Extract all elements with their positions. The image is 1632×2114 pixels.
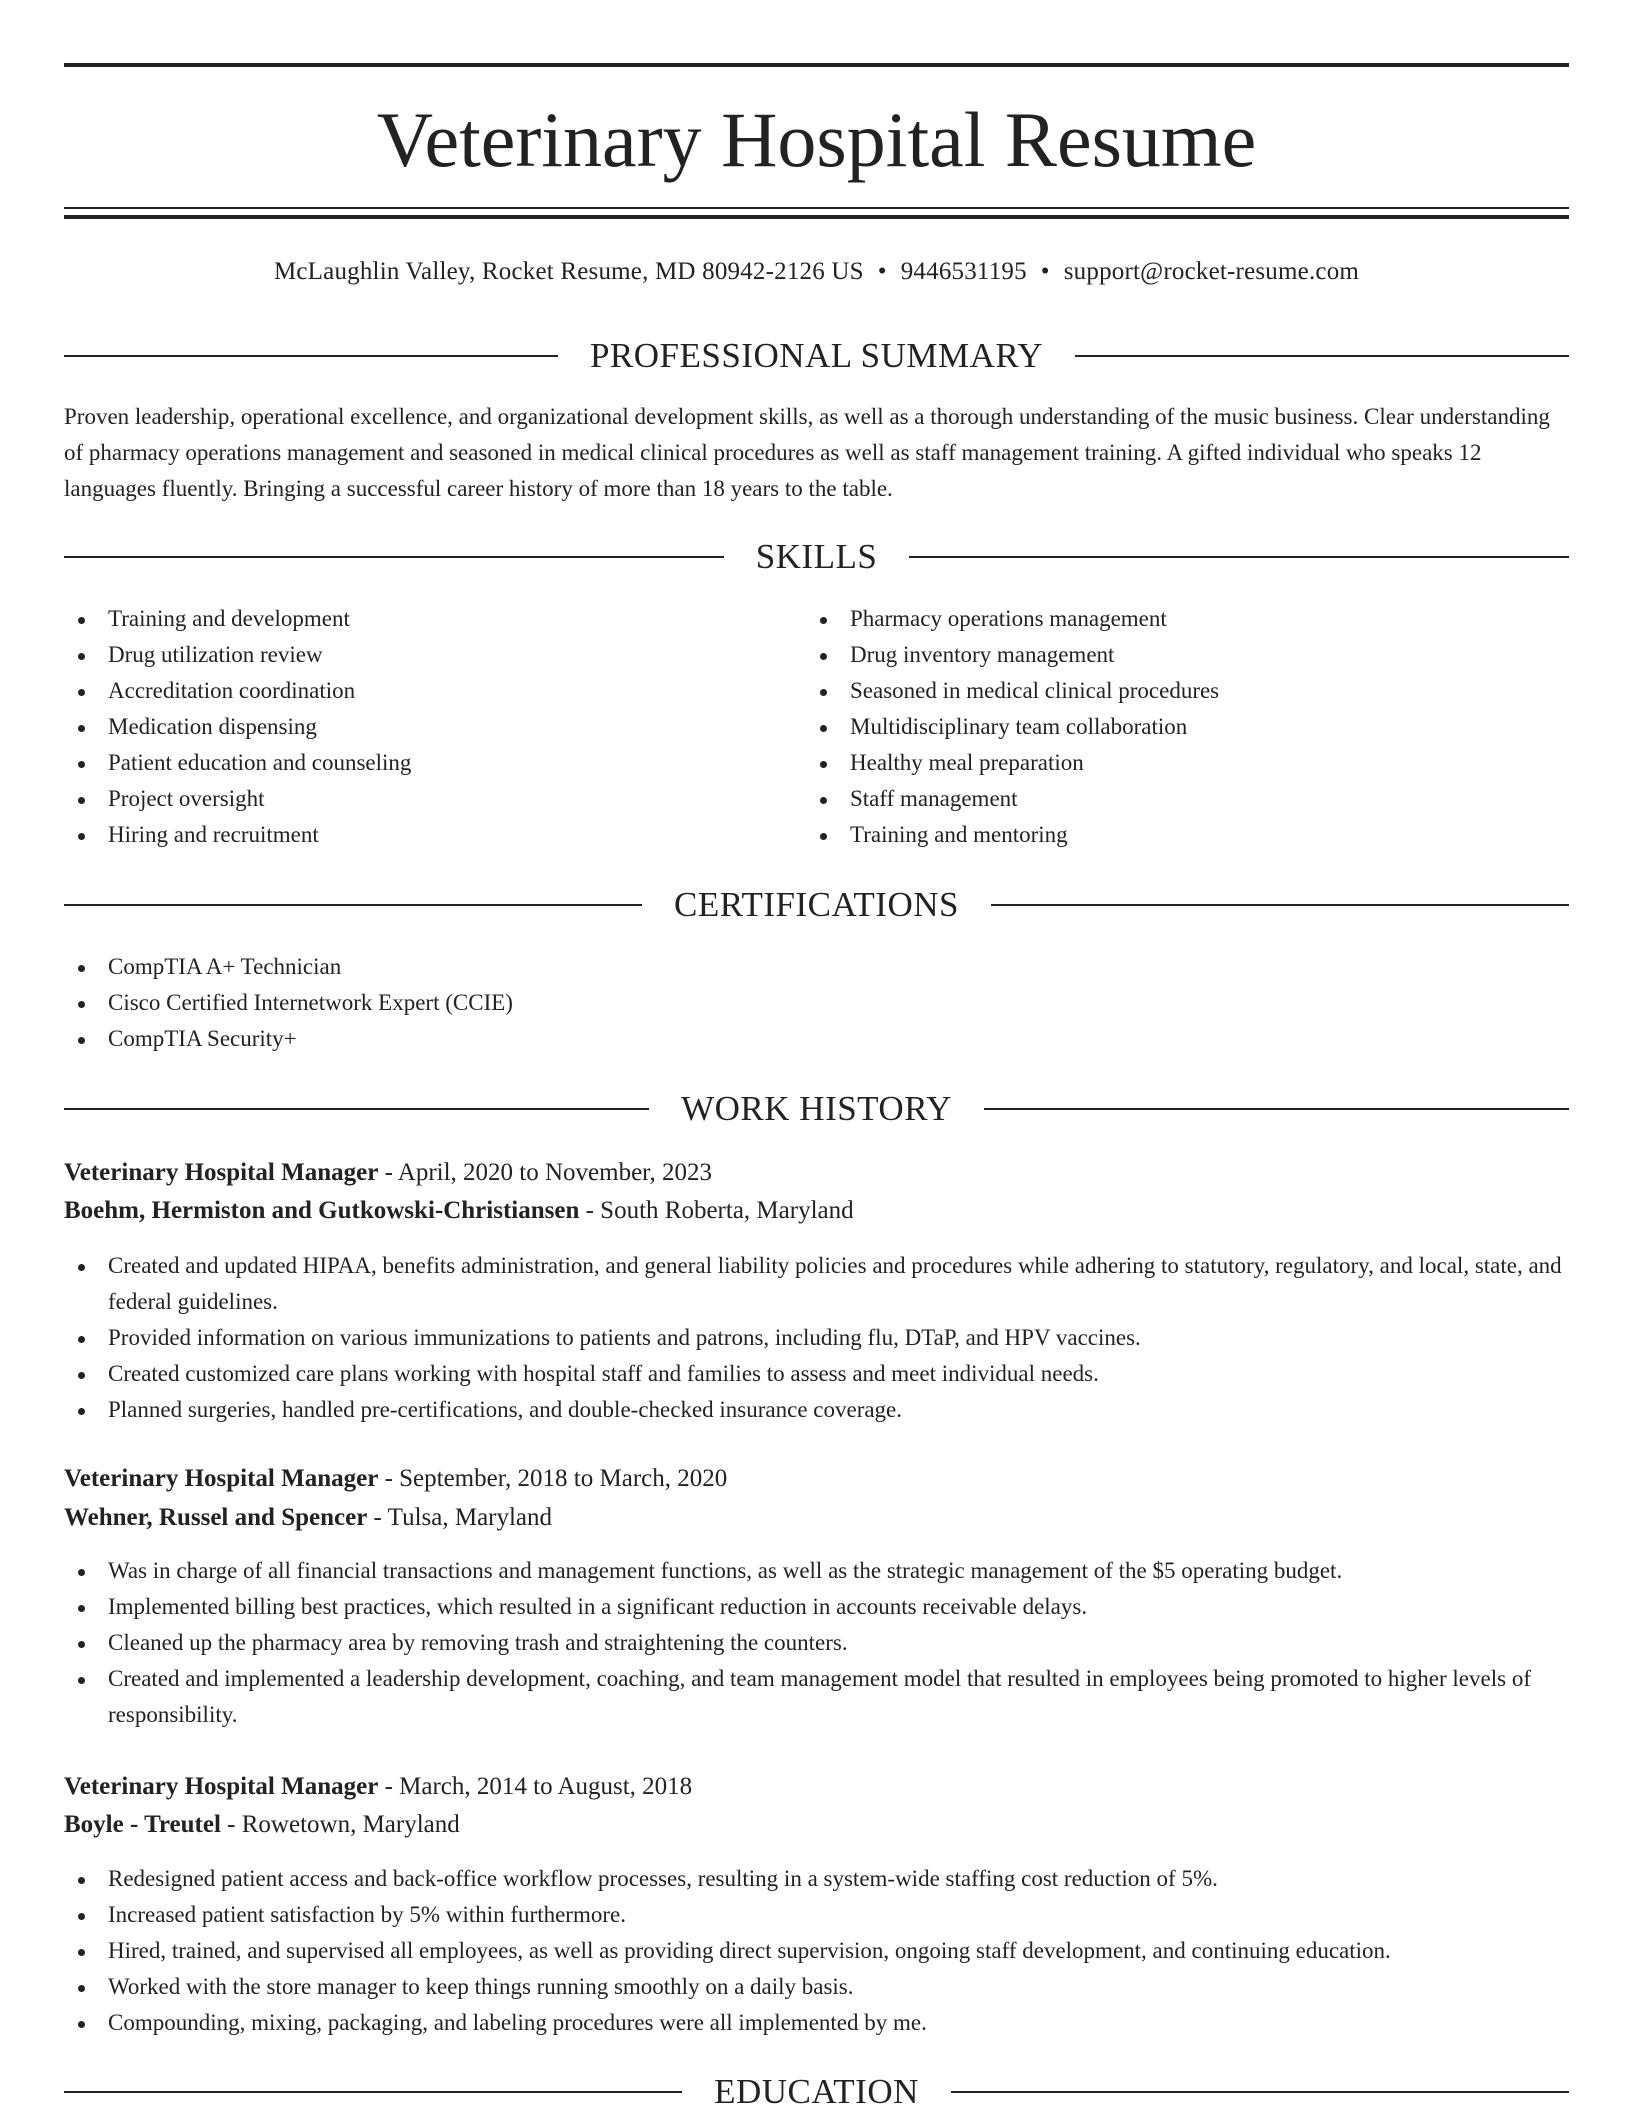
- section-heading-skills: [64, 535, 1569, 579]
- skill-text: Multidisciplinary team collaboration: [850, 714, 1188, 739]
- top-rule: [64, 63, 1569, 67]
- job-bullet: [64, 1661, 1569, 1733]
- section-title: EDUCATION: [714, 2072, 919, 2111]
- job-bullet-text: Created and implemented a leadership development, coaching, and team management model that resulted in employees being promoted to higher levels of responsibility.: [108, 1666, 1531, 1727]
- bullet-icon: [78, 1641, 85, 1648]
- bullet-icon: [78, 1677, 85, 1684]
- skill-text: Training and development: [108, 606, 350, 631]
- job-bullet-text: Redesigned patient access and back-office workflow processes, resulting in a system-wide staffing cost reduction of 5%.: [108, 1866, 1218, 1891]
- heading-rule: [64, 904, 642, 906]
- skill-item: [806, 709, 1566, 745]
- bullet-icon: [820, 725, 827, 732]
- bullet-icon: [78, 725, 85, 732]
- certification-text: Cisco Certified Internetwork Expert (CCIE): [108, 990, 513, 1015]
- skill-text: Pharmacy operations management: [850, 606, 1167, 631]
- job-location: - Tulsa, Maryland: [367, 1504, 553, 1531]
- certification-text: CompTIA A+ Technician: [108, 954, 342, 979]
- job-company-line: [64, 1806, 1569, 1844]
- section-title: CERTIFICATIONS: [674, 885, 959, 924]
- job-bullet: [64, 1625, 1569, 1661]
- skill-item: [64, 601, 764, 637]
- certification-item: [64, 949, 1569, 985]
- heading-rule: [64, 1108, 649, 1110]
- heading-rule: [984, 1108, 1569, 1110]
- section-title: PROFESSIONAL SUMMARY: [589, 336, 1044, 375]
- job-location: - South Roberta, Maryland: [579, 1197, 854, 1224]
- job-bullet-text: Planned surgeries, handled pre-certifications, and double-checked insurance coverage.: [108, 1397, 903, 1422]
- job-title-line: [64, 1768, 1569, 1806]
- job-title: Veterinary Hospital Manager: [64, 1159, 379, 1186]
- bullet-icon: [78, 761, 85, 768]
- job-bullets: [64, 1861, 1569, 2041]
- skill-text: Patient education and counseling: [108, 750, 412, 775]
- section-heading-summary: [64, 334, 1569, 378]
- contact-separator: •: [877, 258, 887, 285]
- certifications-list: [64, 949, 1569, 1057]
- bullet-icon: [78, 2021, 85, 2028]
- contact-email: support@rocket-resume.com: [1063, 258, 1360, 285]
- resume-title: Veterinary Hospital Resume: [376, 96, 1257, 183]
- heading-rule: [1075, 355, 1569, 357]
- bullet-icon: [78, 1605, 85, 1612]
- skill-item: [64, 673, 764, 709]
- bullet-icon: [78, 1264, 85, 1271]
- skill-item: [806, 673, 1566, 709]
- bullet-icon: [78, 1985, 85, 1992]
- job-location: - Rowetown, Maryland: [220, 1811, 460, 1838]
- bullet-icon: [78, 1336, 85, 1343]
- bullet-icon: [78, 833, 85, 840]
- job-company: Boyle - Treutel: [64, 1811, 221, 1838]
- bullet-icon: [820, 653, 827, 660]
- section-heading-certifications: [64, 883, 1569, 927]
- job-bullet-text: Compounding, mixing, packaging, and labeling procedures were all implemented by me.: [108, 2010, 927, 2035]
- job-title-line: [64, 1154, 1569, 1192]
- job-bullet-text: Was in charge of all financial transactions and management functions, as well as the strategic management of the $5 operating budget.: [108, 1558, 1343, 1583]
- bullet-icon: [820, 617, 827, 624]
- heading-rule: [64, 2091, 682, 2093]
- bullet-icon: [78, 1569, 85, 1576]
- job-bullet: [64, 1553, 1569, 1589]
- heading-rule: [64, 355, 558, 357]
- job-bullet: [64, 1589, 1569, 1625]
- contact-separator: •: [1040, 258, 1050, 285]
- contact-phone: 9446531195: [900, 258, 1027, 285]
- bullet-icon: [820, 797, 827, 804]
- section-heading-work-history: [64, 1087, 1569, 1131]
- section-title: WORK HISTORY: [681, 1089, 952, 1128]
- job-bullet: [64, 1248, 1569, 1320]
- bullet-icon: [78, 1001, 85, 1008]
- job-dates: - September, 2018 to March, 2020: [378, 1465, 728, 1492]
- job-bullets: [64, 1553, 1569, 1733]
- bullet-icon: [78, 689, 85, 696]
- certification-text: CompTIA Security+: [108, 1026, 297, 1051]
- heading-rule: [991, 904, 1569, 906]
- job-bullet-text: Worked with the store manager to keep things running smoothly on a daily basis.: [108, 1974, 854, 1999]
- skill-text: Drug inventory management: [850, 642, 1115, 667]
- skill-text: Drug utilization review: [108, 642, 323, 667]
- job-bullet: [64, 1897, 1569, 1933]
- bullet-icon: [820, 689, 827, 696]
- job-bullet-text: Created and updated HIPAA, benefits administration, and general liability policies and procedures while adhering to statutory, regulatory, and local, state, and federal guidelines.: [108, 1253, 1562, 1314]
- title-rule-thick: [64, 215, 1569, 219]
- job-bullet-text: Hired, trained, and supervised all employees, as well as providing direct supervision, ongoing staff development, and continuing education.: [108, 1938, 1391, 1963]
- job-bullet-text: Increased patient satisfaction by 5% within furthermore.: [108, 1902, 626, 1927]
- section-heading-education: [64, 2070, 1569, 2114]
- skill-item: [64, 817, 764, 853]
- heading-rule: [951, 2091, 1569, 2093]
- job-bullet-text: Implemented billing best practices, which resulted in a significant reduction in accounts receivable delays.: [108, 1594, 1088, 1619]
- job-bullet-text: Created customized care plans working with hospital staff and families to assess and meet individual needs.: [108, 1361, 1099, 1386]
- job-dates: - March, 2014 to August, 2018: [378, 1773, 693, 1800]
- job-bullet: [64, 2005, 1569, 2041]
- job-company: Boehm, Hermiston and Gutkowski-Christiansen: [64, 1197, 580, 1224]
- skill-text: Staff management: [850, 786, 1018, 811]
- title-rule-thin: [64, 207, 1569, 209]
- skill-item: [806, 601, 1566, 637]
- job-company: Wehner, Russel and Spencer: [64, 1504, 368, 1531]
- bullet-icon: [820, 761, 827, 768]
- bullet-icon: [78, 797, 85, 804]
- job-bullet: [64, 1861, 1569, 1897]
- skill-text: Project oversight: [108, 786, 265, 811]
- skill-item: [64, 745, 764, 781]
- bullet-icon: [78, 653, 85, 660]
- bullet-icon: [78, 1037, 85, 1044]
- skills-list-left: [64, 601, 764, 853]
- bullet-icon: [78, 1913, 85, 1920]
- certification-item: [64, 985, 1569, 1021]
- section-title: SKILLS: [755, 537, 878, 576]
- skill-item: [64, 637, 764, 673]
- job-title: Veterinary Hospital Manager: [64, 1773, 379, 1800]
- skill-text: Medication dispensing: [108, 714, 317, 739]
- summary-text: Proven leadership, operational excellence, and organizational development skills, as well as a thorough understanding of the music business. Clear understanding of pharmacy operations management and seasoned in medical clinical procedures as well as staff management training. A gifted individual who speaks 12 languages fluently. Bringing a successful career history of more than 18 years to the table.: [64, 404, 1550, 501]
- bullet-icon: [78, 1949, 85, 1956]
- skill-text: Healthy meal preparation: [850, 750, 1084, 775]
- skill-text: Training and mentoring: [850, 822, 1068, 847]
- job-company-line: [64, 1192, 1569, 1230]
- skill-item: [806, 781, 1566, 817]
- skill-item: [806, 817, 1566, 853]
- bullet-icon: [820, 833, 827, 840]
- job-bullet-text: Cleaned up the pharmacy area by removing trash and straightening the counters.: [108, 1630, 848, 1655]
- skill-item: [64, 781, 764, 817]
- bullet-icon: [78, 1408, 85, 1415]
- job-bullet: [64, 1933, 1569, 1969]
- bullet-icon: [78, 1877, 85, 1884]
- bullet-icon: [78, 1372, 85, 1379]
- job-bullet-text: Provided information on various immunizations to patients and patrons, including flu, DTaP, and HPV vaccines.: [108, 1325, 1141, 1350]
- certification-item: [64, 1021, 1569, 1057]
- job-company-line: [64, 1499, 1569, 1537]
- skill-text: Hiring and recruitment: [108, 822, 319, 847]
- job-title: Veterinary Hospital Manager: [64, 1465, 379, 1492]
- skill-text: Seasoned in medical clinical procedures: [850, 678, 1220, 703]
- job-bullet: [64, 1356, 1569, 1392]
- job-bullet: [64, 1969, 1569, 2005]
- heading-rule: [909, 556, 1569, 558]
- bullet-icon: [78, 965, 85, 972]
- heading-rule: [64, 556, 724, 558]
- bullet-icon: [78, 617, 85, 624]
- job-bullet: [64, 1320, 1569, 1356]
- job-bullets: [64, 1248, 1569, 1428]
- skill-item: [806, 637, 1566, 673]
- job-dates: - April, 2020 to November, 2023: [378, 1159, 712, 1186]
- skill-item: [806, 745, 1566, 781]
- contact-address: McLaughlin Valley, Rocket Resume, MD 80942-2126 US: [273, 258, 864, 285]
- contact-line: [64, 254, 1569, 290]
- job-title-line: [64, 1460, 1569, 1498]
- job-bullet: [64, 1392, 1569, 1428]
- skill-item: [64, 709, 764, 745]
- skills-list-right: [806, 601, 1566, 853]
- skill-text: Accreditation coordination: [108, 678, 356, 703]
